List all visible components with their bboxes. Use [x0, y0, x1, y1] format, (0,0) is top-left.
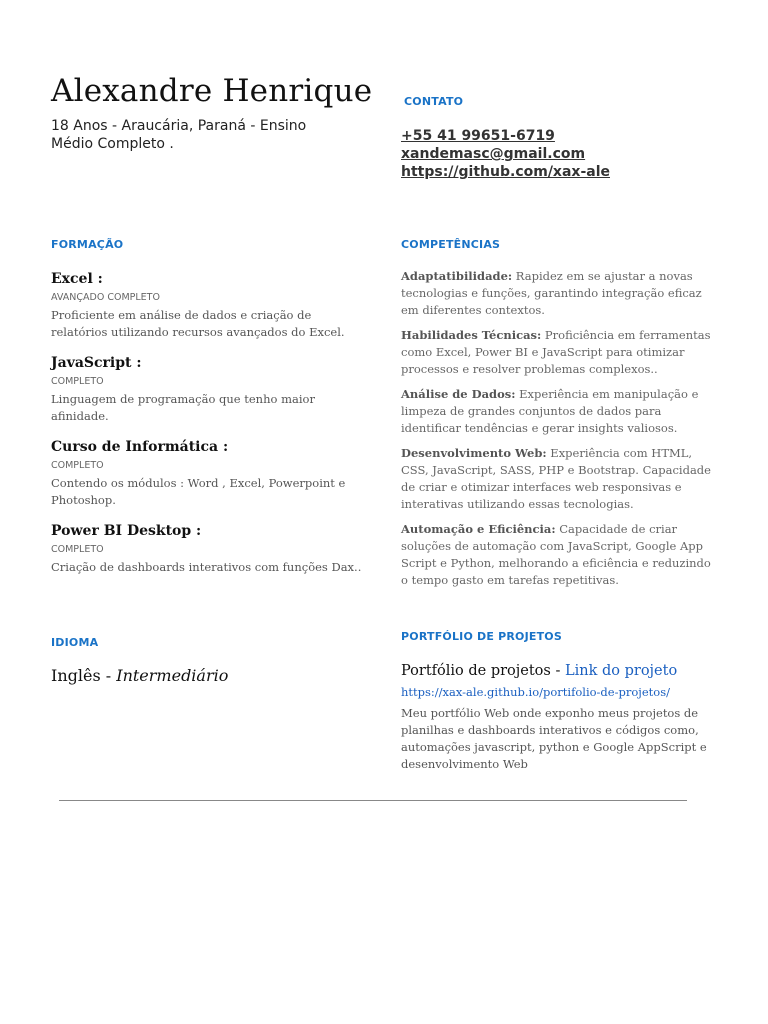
skill-item: [401, 268, 716, 319]
candidate-name: Alexandre Henrique: [51, 73, 373, 109]
skill-item: [401, 445, 716, 513]
education-heading: FORMAÇÃO: [51, 238, 124, 251]
skills-heading: COMPETÊNCIAS: [401, 238, 501, 251]
language-separator: -: [100, 666, 117, 685]
candidate-subtitle: 18 Anos - Araucária, Paraná - Ensino Médio Completo .: [51, 118, 307, 152]
education-title: Curso de Informática :: [51, 439, 229, 455]
skill-label: Adaptatibilidade:: [401, 269, 513, 283]
education-item-informatica: [51, 438, 366, 509]
language-name: Inglês: [51, 666, 101, 685]
skill-text: Capacidade de criar soluções de automação com JavaScript, Google App Script e Python, melhorando a eficiência e reduzindo o tempo gasto em tarefas repetitivas.: [401, 522, 711, 587]
portfolio-title: Portfólio de projetos: [401, 663, 551, 679]
skill-label: Habilidades Técnicas:: [401, 328, 542, 342]
language-line: [51, 666, 366, 685]
language-heading: IDIOMA: [51, 636, 99, 649]
portfolio-url[interactable]: https://xax-ale.github.io/portifolio-de-projetos/: [401, 685, 670, 699]
phone-link[interactable]: +55 41 99651-6719: [401, 128, 555, 144]
education-item-javascript: [51, 354, 366, 425]
portfolio-link[interactable]: Link do projeto: [564, 663, 678, 679]
divider-line: [59, 800, 687, 801]
skill-text: Experiência com HTML, CSS, JavaScript, SASS, PHP e Bootstrap. Capacidade de criar e otimizar interfaces web responsivas e interativas utilizando essas tecnologias.: [401, 446, 711, 511]
portfolio-item: [401, 661, 716, 773]
skill-item: [401, 327, 716, 378]
portfolio-desc: Meu portfólio Web onde exponho meus projetos de planilhas e dashboards interativos e códigos como, automações javascript, python e Google AppScript e desenvolvimento Web: [401, 706, 707, 771]
skill-text: Experiência em manipulação e limpeza de grandes conjuntos de dados para identificar tendências e gerar insights valiosos.: [401, 387, 699, 435]
education-title: JavaScript :: [51, 355, 142, 371]
skills-list: [401, 268, 716, 597]
skill-label: Análise de Dados:: [401, 387, 516, 401]
skill-text: Proficiência em ferramentas como Excel, Power BI e JavaScript para otimizar processos e resolver problemas complexos..: [401, 328, 711, 376]
education-status: COMPLETO: [51, 460, 104, 471]
education-list: [51, 270, 366, 589]
portfolio-title-line: [401, 661, 716, 681]
education-title: Power BI Desktop :: [51, 523, 202, 539]
skill-label: Desenvolvimento Web:: [401, 446, 547, 460]
language-level: Intermediário: [116, 666, 229, 685]
skill-item: [401, 521, 716, 589]
portfolio-heading: PORTFÓLIO DE PROJETOS: [401, 630, 562, 643]
education-status: AVANÇADO COMPLETO: [51, 292, 160, 303]
skill-text: Rapidez em se ajustar a novas tecnologias e funções, garantindo integração eficaz em diferentes contextos.: [401, 269, 702, 317]
language-item: [51, 666, 366, 685]
education-desc: Proficiente em análise de dados e criação de relatórios utilizando recursos avançados do Excel.: [51, 308, 345, 339]
skill-label: Automação e Eficiência:: [401, 522, 556, 536]
education-status: COMPLETO: [51, 376, 104, 387]
education-desc: Linguagem de programação que tenho maior afinidade.: [51, 392, 315, 423]
education-desc: Criação de dashboards interativos com funções Dax..: [51, 560, 362, 574]
skill-item: [401, 386, 716, 437]
portfolio-separator: -: [550, 663, 565, 679]
education-title: Excel :: [51, 271, 103, 287]
contact-list: [401, 127, 610, 181]
education-item-powerbi: [51, 522, 366, 576]
email-link[interactable]: xandemasc@gmail.com: [401, 146, 586, 162]
education-desc: Contendo os módulos : Word , Excel, Powerpoint e Photoshop.: [51, 476, 346, 507]
education-status: COMPLETO: [51, 544, 104, 555]
education-item-excel: [51, 270, 366, 341]
github-link[interactable]: https://github.com/xax-ale: [401, 164, 610, 180]
contact-heading: CONTATO: [404, 95, 464, 108]
